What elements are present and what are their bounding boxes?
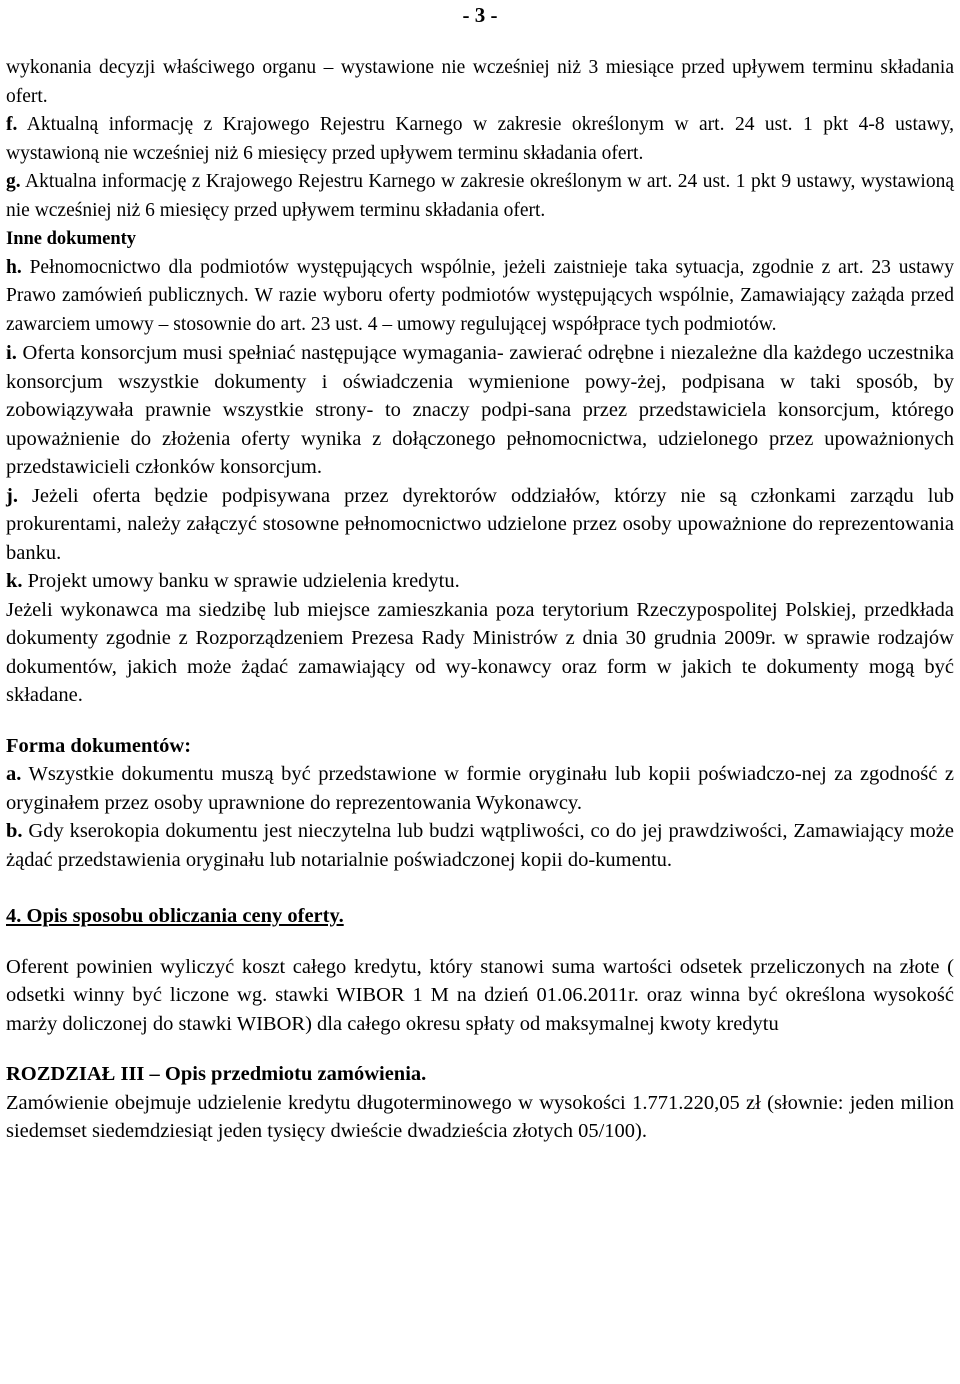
inne-dokumenty-heading: Inne dokumenty [6, 229, 137, 249]
item-text: Wszystkie dokumentu muszą być przedstawione w formie oryginału lub kopii poświadczo-nej za zgodność z oryginałem przez osoby uprawnione do reprezentowania Wykonawcy. [6, 763, 954, 814]
item-text: Aktualna informację z Krajowego Rejestru Karnego w zakresie określonym w art. 24 ust. 1 pkt 9 ustawy, wystawioną nie wcześniej niż 6 miesięcy przed upływem terminu składania ofert. [6, 171, 954, 221]
section-4-title: 4. Opis sposobu obliczania ceny oferty. [6, 905, 344, 927]
spacer [6, 874, 954, 902]
item-label: g. [6, 171, 21, 192]
item-label: b. [6, 820, 23, 842]
item-label: h. [6, 256, 22, 278]
item-text: Oferta konsorcjum musi spełniać następujące wymagania- zawierać odrębne i niezależne dla każdego uczestnika konsorcjum wszystkie dokumenty i oświadczenia wymienione powy-żej, podpisana w taki sposób, by zobowiązywała prawnie wszystkie strony- to znaczy podpi-sana przez przedstawiciela konsorcjum, którego upoważnienie do złożenia oferty wynika z dołączonego pełnomocnictwa, udzielonego przez upoważnionych przedstawicieli członków konsorcjum. [6, 342, 954, 478]
page-number: - 3 - [462, 3, 498, 27]
spacer [6, 710, 954, 732]
item-label: j. [6, 484, 18, 507]
document-body [6, 54, 954, 1146]
list-item-i [6, 339, 954, 482]
item-label: k. [6, 570, 23, 592]
spacer [6, 1038, 954, 1060]
item-text: Pełnomocnictwo dla podmiotów występujących wspólnie, jeżeli zaistnieje taka sytuacja, zgodnie z art. 23 ustawy Prawo zamówień publicznych. W razie wyboru oferty podmiotów występujących wspólnie, Zamawiający zażąda przed zawarciem umowy – stosownie do art. 23 ust. 4 – umowy regulującej współprace tych podmiotów. [6, 256, 954, 335]
item-text: Jeżeli oferta będzie podpisywana przez dyrektorów oddziałów, którzy nie są członkami zarządu lub prokurentami, należy załączyć stosowne pełnomocnictwo udzielone przez osoby upoważnione do reprezentowania banku. [6, 484, 954, 564]
forma-dokumentow-heading: Forma dokumentów: [6, 734, 192, 757]
forma-item-a [6, 760, 954, 817]
list-item-j [6, 482, 954, 568]
item-label: i. [6, 342, 17, 364]
list-item-k [6, 567, 954, 596]
list-item-e-continuation: wykonania decyzji właściwego organu – wystawione nie wcześniej niż 3 miesiące przed upływem terminu składania ofert. [6, 57, 954, 107]
item-text: Aktualną informację z Krajowego Rejestru Karnego w zakresie określonym w art. 24 ust. 1 pkt 4-8 ustawy, wystawioną nie wcześniej niż 6 miesięcy przed upływem terminu składania ofert. [6, 114, 954, 164]
list-item-h [6, 254, 954, 340]
spacer [6, 931, 954, 953]
item-text: Projekt umowy banku w sprawie udzielenia kredytu. [22, 570, 460, 592]
item-label: a. [6, 763, 22, 785]
rozdzial-iii-title: ROZDZIAŁ III – Opis przedmiotu zamówienia. [6, 1063, 427, 1085]
list-item-f [6, 111, 954, 168]
list-item-g [6, 168, 954, 225]
item-text: Gdy kserokopia dokumentu jest nieczytelna lub budzi wątpliwości, co do jej prawdziwości, Zamawiający może żądać przedstawienia oryginału lub notarialnie poświadczonej kopii do-kumentu. [6, 820, 954, 871]
item-label: f. [6, 114, 18, 135]
forma-item-b [6, 817, 954, 874]
section-4-text: Oferent powinien wyliczyć koszt całego kredytu, który stanowi suma wartości odsetek przeliczonych na złote ( odsetki winny być liczone wg. stawki WIBOR 1 M na dzień 01.06.2011r. oraz winna być określona wysokość marży doliczonej do stawki WIBOR) dla całego okresu spłaty od maksymalnej kwoty kredytu [6, 955, 954, 1035]
foreign-contractor-note: Jeżeli wykonawca ma siedzibę lub miejsce zamieszkania poza terytorium Rzeczypospolitej Polskiej, przedkłada dokumenty zgodnie z Rozporządzeniem Prezesa Rady Ministrów z dnia 30 grudnia 2009r. w sprawie rodzajów dokumentów, jakich może żądać zamawiający od wy-konawcy oraz form w jakich te dokumenty mogą być składane. [6, 598, 954, 706]
rozdzial-iii-text: Zamówienie obejmuje udzielenie kredytu długoterminowego w wysokości 1.771.220,05 zł (słownie: jeden milion siedemset siedemdziesiąt jeden tysięcy dwieście dwadzieścia złotych 05/100). [6, 1091, 954, 1142]
